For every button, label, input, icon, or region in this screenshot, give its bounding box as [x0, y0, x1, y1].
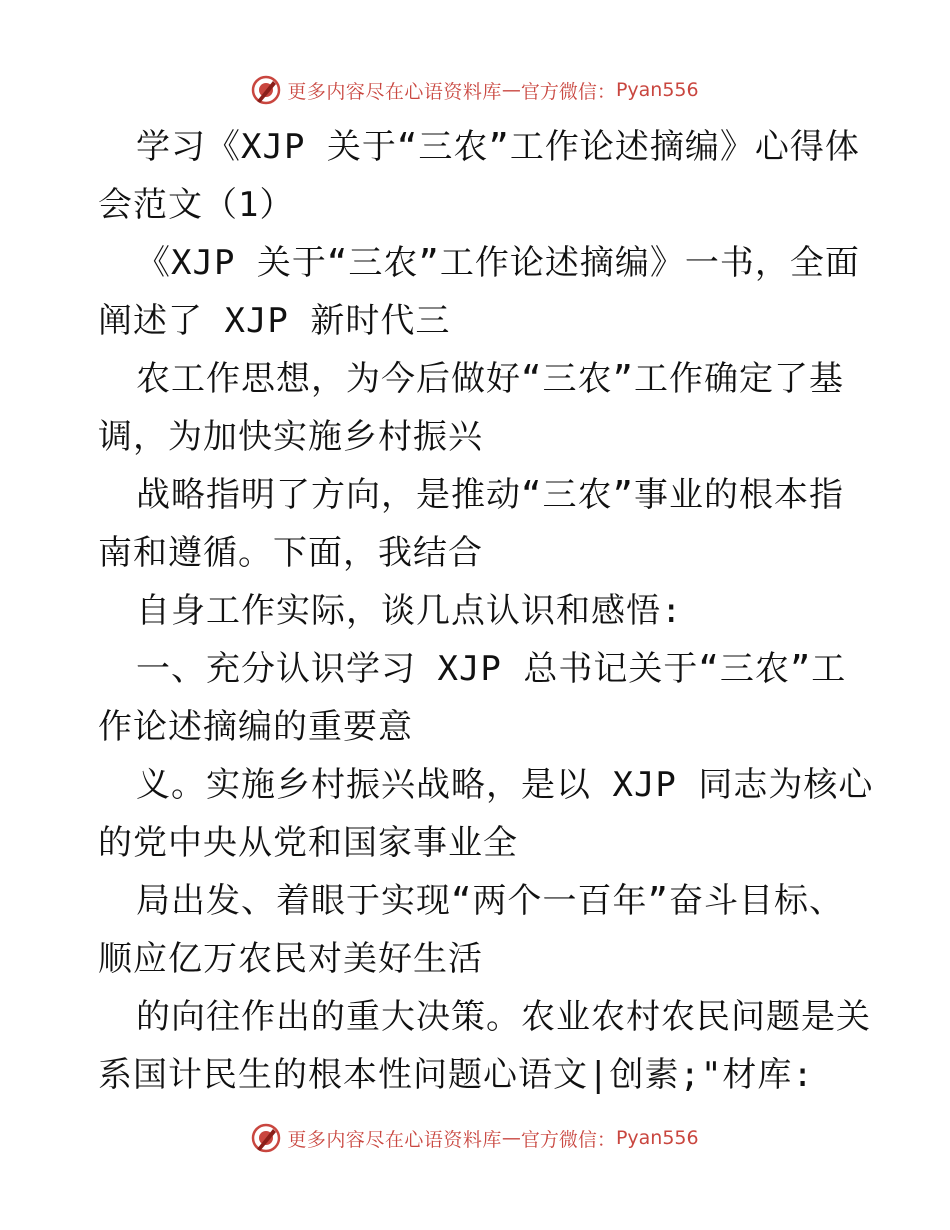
text-line: 系国计民生的根本性问题心语文|创素;"材库: [98, 1055, 814, 1095]
text-line: 南和遵循。下面，我结合 [98, 533, 483, 573]
document-body [98, 118, 874, 1104]
text-line: 农工作思想，为今后做好“三农”工作确定了基 [136, 359, 844, 399]
text-line: 调，为加快实施乡村振兴 [98, 417, 483, 457]
banner-wechat-label: 官方微信： [520, 1128, 616, 1151]
banner-wechat-id: Pyan556 [615, 79, 699, 101]
text-line: 自身工作实际，谈几点认识和感悟: [136, 591, 683, 631]
text-line: 顺应亿万农民对美好生活 [98, 939, 483, 979]
banner-text: 更多内容尽在心语资料库 [287, 80, 502, 103]
text-line: 会范文（1） [98, 185, 295, 225]
text-line: 的向往作出的重大决策。农业农村农民问题是关 [136, 997, 871, 1037]
header-watermark-banner [0, 70, 950, 110]
pen-circle-logo-icon [251, 75, 281, 105]
banner-wechat-label: 官方微信： [520, 80, 616, 103]
footer-watermark-banner [0, 1118, 950, 1158]
text-line: 的党中央从党和国家事业全 [98, 823, 518, 863]
banner-separator: — [501, 79, 521, 101]
banner-separator: — [501, 1127, 521, 1149]
text-line: 阐述了 XJP 新时代三 [98, 301, 451, 341]
text-line: 局出发、着眼于实现“两个一百年”奋斗目标、 [136, 881, 844, 921]
banner-wechat-id: Pyan556 [615, 1127, 699, 1149]
text-line: 作论述摘编的重要意 [98, 707, 413, 747]
text-line: 《XJP 关于“三农”工作论述摘编》一书，全面 [136, 243, 860, 283]
text-line: 战略指明了方向，是推动“三农”事业的根本指 [136, 475, 844, 515]
banner-text: 更多内容尽在心语资料库 [287, 1128, 502, 1151]
text-line: 一、充分认识学习 XJP 总书记关于“三农”工 [136, 649, 847, 689]
text-line: 义。实施乡村振兴战略，是以 XJP 同志为核心 [136, 765, 874, 805]
text-line: 学习《XJP 关于“三农”工作论述摘编》心得体 [136, 127, 860, 167]
pen-circle-logo-icon [251, 1123, 281, 1153]
